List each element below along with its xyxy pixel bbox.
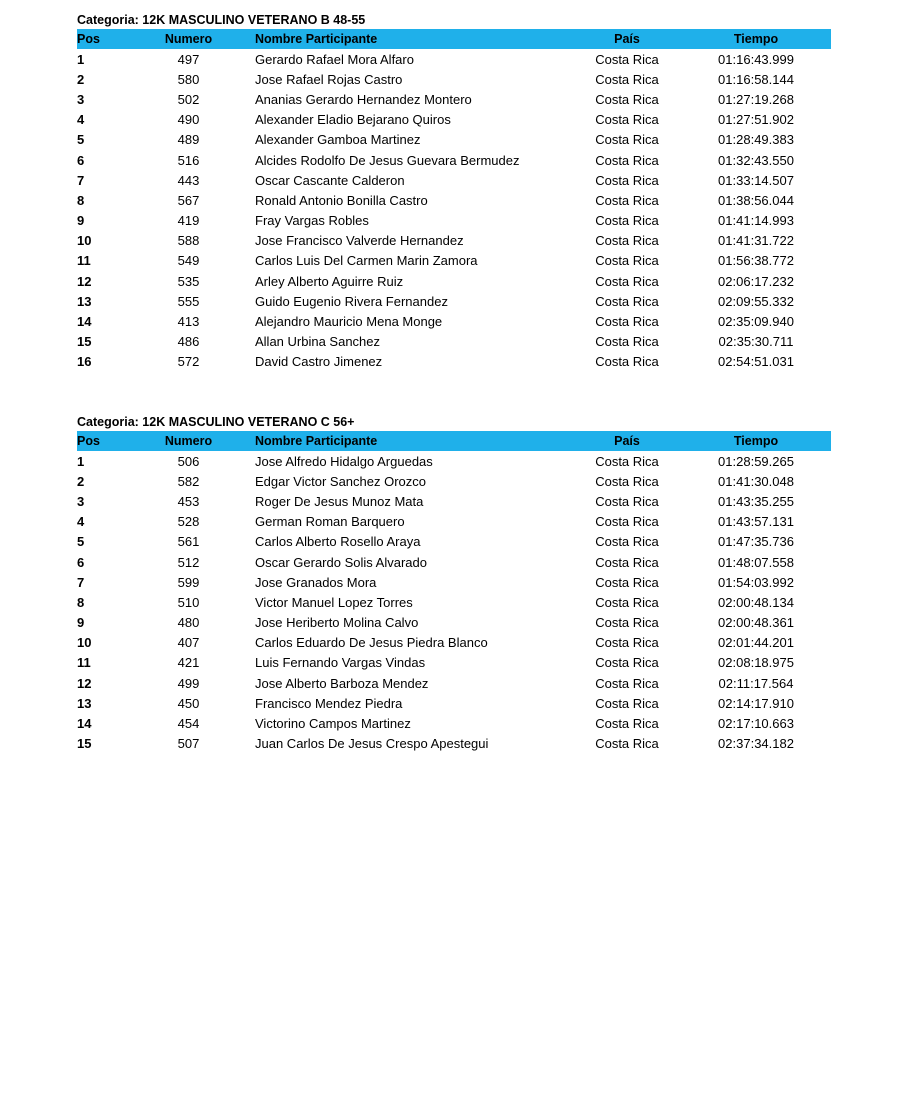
- table-row: [77, 311, 831, 331]
- cell-numero: 516: [177, 152, 200, 168]
- cell-numero: 480: [177, 615, 200, 631]
- cell-nombre: Alcides Rodolfo De Jesus Guevara Bermudez: [255, 152, 520, 168]
- cell-numero: 443: [177, 172, 200, 188]
- cell-nombre: Carlos Luis Del Carmen Marin Zamora: [255, 253, 478, 269]
- cell-pos: 16: [77, 354, 92, 370]
- table-row: [77, 491, 831, 511]
- table-row: [77, 471, 831, 491]
- table-row: [77, 451, 831, 471]
- cell-pos: 10: [77, 635, 92, 651]
- table-row: [77, 552, 831, 572]
- table-row: [77, 251, 831, 271]
- table-row: [77, 190, 831, 210]
- cell-pos: 15: [77, 736, 92, 752]
- cell-tiempo: 02:17:10.663: [718, 716, 794, 732]
- cell-numero: 419: [177, 213, 200, 229]
- table-row: [77, 693, 831, 713]
- table-row: [77, 69, 831, 89]
- cell-tiempo: 01:28:59.265: [718, 453, 794, 469]
- cell-numero: 549: [177, 253, 200, 269]
- cell-pais: Costa Rica: [595, 172, 659, 188]
- cell-pos: 2: [77, 473, 85, 489]
- cell-pos: 10: [77, 233, 92, 249]
- column-header-pos: Pos: [77, 434, 100, 448]
- cell-tiempo: 02:00:48.134: [718, 594, 794, 610]
- table-row: [77, 332, 831, 352]
- cell-tiempo: 02:37:34.182: [718, 736, 794, 752]
- cell-pos: 3: [77, 91, 85, 107]
- cell-pais: Costa Rica: [595, 615, 659, 631]
- cell-nombre: Gerardo Rafael Mora Alfaro: [255, 51, 414, 67]
- cell-pos: 13: [77, 695, 92, 711]
- cell-nombre: Edgar Victor Sanchez Orozco: [255, 473, 427, 489]
- table-header-row: [77, 431, 831, 451]
- table-body: [77, 451, 831, 754]
- results-table: [77, 29, 831, 372]
- cell-pos: 12: [77, 675, 92, 691]
- cell-pos: 13: [77, 293, 92, 309]
- table-row: [77, 49, 831, 69]
- cell-numero: 561: [177, 534, 200, 550]
- cell-tiempo: 01:54:03.992: [718, 574, 794, 590]
- cell-pais: Costa Rica: [595, 314, 659, 330]
- cell-pos: 5: [77, 534, 85, 550]
- cell-numero: 450: [177, 695, 200, 711]
- table-row: [77, 170, 831, 190]
- table-row: [77, 653, 831, 673]
- cell-tiempo: 01:43:35.255: [718, 493, 794, 509]
- cell-nombre: Oscar Gerardo Solis Alvarado: [255, 554, 427, 570]
- cell-tiempo: 01:32:43.550: [718, 152, 794, 168]
- cell-nombre: Ananias Gerardo Hernandez Montero: [255, 91, 472, 107]
- cell-numero: 572: [177, 354, 200, 370]
- cell-pais: Costa Rica: [595, 51, 659, 67]
- column-header-pais: País: [614, 434, 640, 448]
- cell-tiempo: 01:16:58.144: [718, 71, 794, 87]
- section-title: Categoria: 12K MASCULINO VETERANO B 48-55: [77, 13, 366, 27]
- cell-pos: 7: [77, 574, 85, 590]
- cell-numero: 599: [177, 574, 200, 590]
- column-header-tiempo: Tiempo: [733, 32, 779, 46]
- cell-pais: Costa Rica: [595, 152, 659, 168]
- cell-tiempo: 02:54:51.031: [718, 354, 794, 370]
- table-row: [77, 231, 831, 251]
- cell-tiempo: 02:06:17.232: [718, 273, 794, 289]
- cell-tiempo: 01:27:51.902: [718, 112, 794, 128]
- cell-nombre: Arley Alberto Aguirre Ruiz: [255, 273, 404, 289]
- column-header-nombre: Nombre Participante: [255, 32, 378, 46]
- results-section-veterano-c: [77, 413, 794, 754]
- cell-numero: 588: [177, 233, 200, 249]
- table-row: [77, 150, 831, 170]
- cell-tiempo: 01:56:38.772: [718, 253, 794, 269]
- cell-numero: 512: [177, 554, 200, 570]
- cell-numero: 555: [177, 293, 200, 309]
- cell-numero: 490: [177, 112, 200, 128]
- cell-pais: Costa Rica: [595, 736, 659, 752]
- column-header-numero: Numero: [164, 434, 213, 448]
- results-section-veterano-b: [77, 11, 794, 372]
- cell-pos: 8: [77, 594, 85, 610]
- cell-numero: 535: [177, 273, 200, 289]
- table-row: [77, 532, 831, 552]
- cell-numero: 582: [177, 473, 200, 489]
- cell-tiempo: 02:09:55.332: [718, 293, 794, 309]
- results-table: [77, 431, 831, 754]
- cell-pais: Costa Rica: [595, 354, 659, 370]
- cell-pais: Costa Rica: [595, 453, 659, 469]
- cell-nombre: Victor Manuel Lopez Torres: [255, 594, 413, 610]
- cell-nombre: David Castro Jimenez: [255, 354, 383, 370]
- table-row: [77, 89, 831, 109]
- table-row: [77, 352, 831, 372]
- cell-nombre: Carlos Alberto Rosello Araya: [255, 534, 421, 550]
- cell-tiempo: 02:08:18.975: [718, 655, 794, 671]
- cell-nombre: Oscar Cascante Calderon: [255, 172, 405, 188]
- cell-nombre: Jose Alberto Barboza Mendez: [255, 675, 429, 691]
- cell-numero: 510: [177, 594, 200, 610]
- cell-pos: 12: [77, 273, 92, 289]
- cell-nombre: Francisco Mendez Piedra: [255, 695, 403, 711]
- cell-tiempo: 01:27:19.268: [718, 91, 794, 107]
- cell-pos: 4: [77, 514, 85, 530]
- cell-nombre: Fray Vargas Robles: [255, 213, 369, 229]
- column-header-pos: Pos: [77, 32, 100, 46]
- cell-pos: 9: [77, 213, 85, 229]
- cell-tiempo: 01:41:14.993: [718, 213, 794, 229]
- column-header-numero: Numero: [164, 32, 213, 46]
- cell-tiempo: 01:33:14.507: [718, 172, 794, 188]
- cell-pais: Costa Rica: [595, 213, 659, 229]
- table-body: [77, 49, 831, 372]
- cell-tiempo: 02:11:17.564: [718, 675, 794, 691]
- table-row: [77, 291, 831, 311]
- cell-pais: Costa Rica: [595, 594, 659, 610]
- cell-pais: Costa Rica: [595, 695, 659, 711]
- cell-pos: 2: [77, 71, 85, 87]
- cell-numero: 453: [177, 493, 200, 509]
- cell-nombre: Allan Urbina Sanchez: [255, 334, 381, 350]
- table-row: [77, 633, 831, 653]
- cell-numero: 580: [177, 71, 200, 87]
- cell-numero: 567: [177, 192, 200, 208]
- cell-pais: Costa Rica: [595, 112, 659, 128]
- cell-numero: 413: [177, 314, 200, 330]
- cell-tiempo: 02:35:30.711: [718, 334, 794, 350]
- column-header-tiempo: Tiempo: [733, 434, 779, 448]
- cell-pais: Costa Rica: [595, 675, 659, 691]
- cell-nombre: Luis Fernando Vargas Vindas: [255, 655, 426, 671]
- cell-pos: 7: [77, 172, 85, 188]
- cell-pais: Costa Rica: [595, 71, 659, 87]
- cell-pos: 1: [77, 453, 85, 469]
- cell-pais: Costa Rica: [595, 293, 659, 309]
- cell-nombre: Victorino Campos Martinez: [255, 716, 411, 732]
- table-row: [77, 613, 831, 633]
- cell-numero: 507: [177, 736, 200, 752]
- cell-nombre: Juan Carlos De Jesus Crespo Apestegui: [255, 736, 489, 752]
- cell-pos: 14: [77, 314, 92, 330]
- table-header-row: [77, 29, 831, 49]
- cell-pais: Costa Rica: [595, 273, 659, 289]
- cell-nombre: Jose Heriberto Molina Calvo: [255, 615, 419, 631]
- cell-pais: Costa Rica: [595, 655, 659, 671]
- cell-pos: 9: [77, 615, 85, 631]
- cell-tiempo: 01:48:07.558: [718, 554, 794, 570]
- cell-pais: Costa Rica: [595, 233, 659, 249]
- cell-nombre: Alexander Eladio Bejarano Quiros: [255, 112, 451, 128]
- cell-nombre: Carlos Eduardo De Jesus Piedra Blanco: [255, 635, 488, 651]
- cell-nombre: Ronald Antonio Bonilla Castro: [255, 192, 428, 208]
- cell-tiempo: 02:01:44.201: [718, 635, 794, 651]
- cell-tiempo: 01:28:49.383: [718, 132, 794, 148]
- table-row: [77, 673, 831, 693]
- cell-numero: 497: [177, 51, 200, 67]
- section-title: Categoria: 12K MASCULINO VETERANO C 56+: [77, 415, 355, 429]
- cell-tiempo: 01:16:43.999: [718, 51, 794, 67]
- cell-pos: 15: [77, 334, 92, 350]
- cell-pos: 3: [77, 493, 85, 509]
- cell-pos: 11: [77, 655, 91, 671]
- cell-pais: Costa Rica: [595, 716, 659, 732]
- cell-pais: Costa Rica: [595, 574, 659, 590]
- cell-nombre: Jose Rafael Rojas Castro: [255, 71, 403, 87]
- cell-pos: 1: [77, 51, 85, 67]
- cell-pos: 6: [77, 554, 85, 570]
- cell-pais: Costa Rica: [595, 493, 659, 509]
- cell-pos: 14: [77, 716, 92, 732]
- table-row: [77, 572, 831, 592]
- column-header-nombre: Nombre Participante: [255, 434, 378, 448]
- table-row: [77, 734, 831, 754]
- column-header-pais: País: [614, 32, 640, 46]
- table-row: [77, 713, 831, 733]
- cell-pais: Costa Rica: [595, 334, 659, 350]
- cell-numero: 486: [177, 334, 200, 350]
- cell-numero: 506: [177, 453, 200, 469]
- cell-pais: Costa Rica: [595, 473, 659, 489]
- cell-nombre: Alexander Gamboa Martinez: [255, 132, 421, 148]
- cell-pais: Costa Rica: [595, 91, 659, 107]
- table-row: [77, 211, 831, 231]
- cell-nombre: Jose Alfredo Hidalgo Arguedas: [255, 453, 433, 469]
- cell-numero: 489: [177, 132, 200, 148]
- cell-pais: Costa Rica: [595, 635, 659, 651]
- cell-pos: 8: [77, 192, 85, 208]
- cell-tiempo: 01:43:57.131: [718, 514, 794, 530]
- cell-numero: 454: [177, 716, 200, 732]
- cell-tiempo: 01:41:30.048: [718, 473, 794, 489]
- cell-numero: 528: [177, 514, 200, 530]
- cell-numero: 421: [177, 655, 200, 671]
- cell-pais: Costa Rica: [595, 132, 659, 148]
- cell-tiempo: 02:00:48.361: [718, 615, 794, 631]
- cell-tiempo: 01:38:56.044: [718, 192, 794, 208]
- table-row: [77, 512, 831, 532]
- cell-pos: 11: [77, 253, 91, 269]
- cell-pais: Costa Rica: [595, 554, 659, 570]
- cell-tiempo: 02:35:09.940: [718, 314, 794, 330]
- cell-pos: 6: [77, 152, 85, 168]
- table-row: [77, 592, 831, 612]
- cell-nombre: Guido Eugenio Rivera Fernandez: [255, 293, 448, 309]
- cell-nombre: Roger De Jesus Munoz Mata: [255, 493, 424, 509]
- cell-nombre: Jose Granados Mora: [255, 574, 377, 590]
- cell-pais: Costa Rica: [595, 534, 659, 550]
- cell-pos: 5: [77, 132, 85, 148]
- cell-tiempo: 02:14:17.910: [718, 695, 794, 711]
- cell-pais: Costa Rica: [595, 253, 659, 269]
- cell-tiempo: 01:47:35.736: [718, 534, 794, 550]
- cell-nombre: Alejandro Mauricio Mena Monge: [255, 314, 443, 330]
- table-row: [77, 110, 831, 130]
- cell-numero: 407: [177, 635, 200, 651]
- cell-nombre: Jose Francisco Valverde Hernandez: [255, 233, 464, 249]
- cell-tiempo: 01:41:31.722: [718, 233, 794, 249]
- cell-numero: 499: [177, 675, 200, 691]
- cell-pos: 4: [77, 112, 85, 128]
- cell-pais: Costa Rica: [595, 514, 659, 530]
- cell-nombre: German Roman Barquero: [255, 514, 405, 530]
- table-row: [77, 271, 831, 291]
- cell-numero: 502: [177, 91, 200, 107]
- table-row: [77, 130, 831, 150]
- cell-pais: Costa Rica: [595, 192, 659, 208]
